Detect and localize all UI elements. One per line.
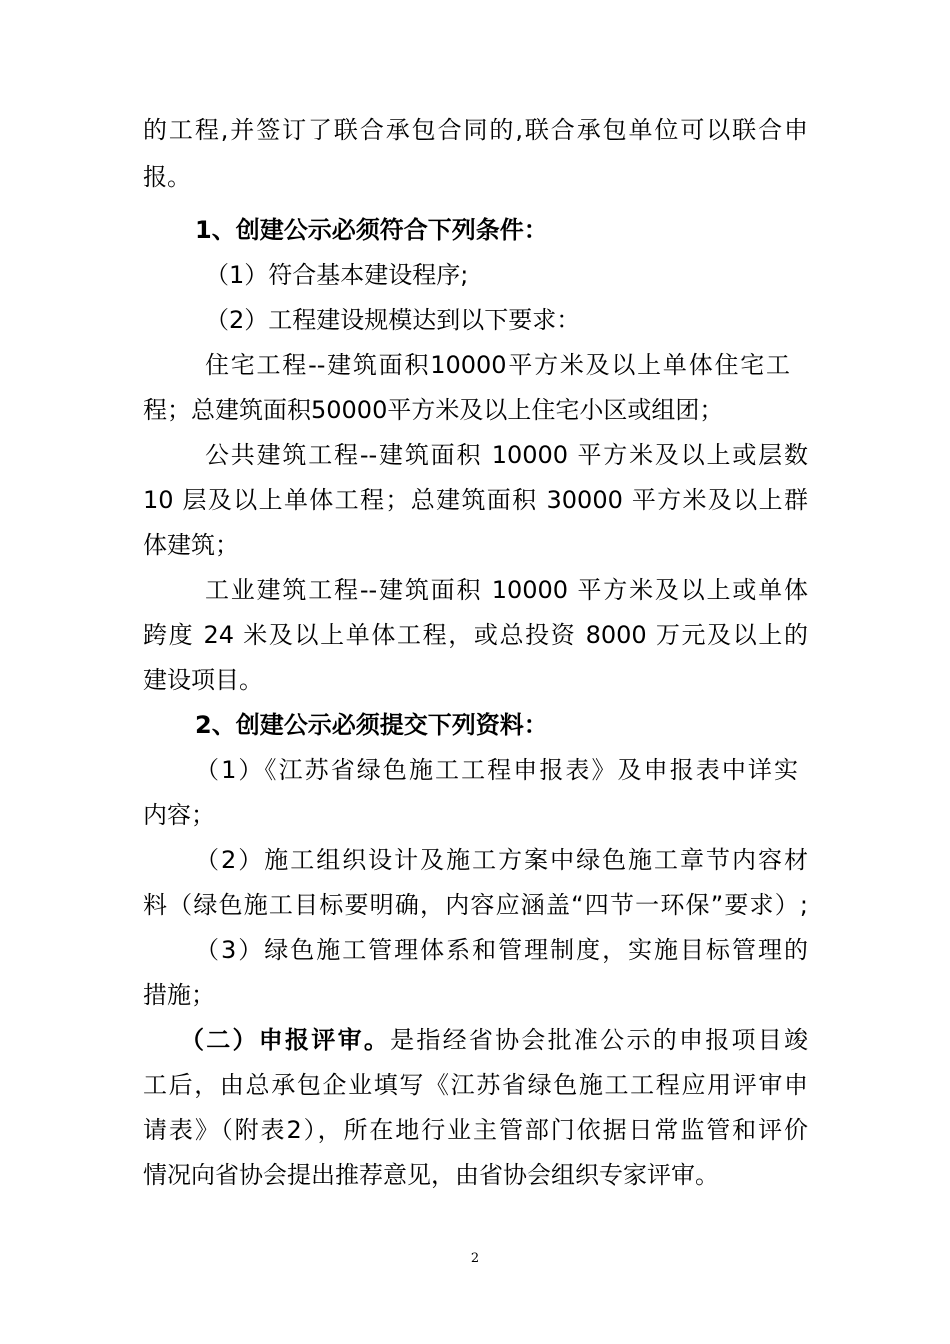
materials-item-2-cont: 料（绿色施工目标要明确，内容应涵盖“四节一环保”要求）; [143, 891, 808, 919]
public-line-1: 公共建筑工程--建筑面积 10000 平方米及以上或层数 [205, 441, 808, 469]
review-paragraph-line-1 [180, 1024, 808, 1056]
review-heading: （二）申报评审。 [180, 1026, 391, 1054]
residential-line-2: 程；总建筑面积50000平方米及以上住宅小区或组团； [143, 396, 724, 424]
review-paragraph-line-4: 情况向省协会提出推荐意见，由省协会组织专家评审。 [143, 1161, 719, 1189]
condition-item-1: （1）符合基本建设程序; [205, 261, 469, 289]
public-line-3: 体建筑； [143, 531, 239, 559]
page-number: 2 [470, 1251, 480, 1266]
industrial-line-3: 建设项目。 [143, 666, 263, 694]
residential-line-1: 住宅工程--建筑面积10000平方米及以上单体住宅工 [205, 351, 790, 379]
industrial-line-1: 工业建筑工程--建筑面积 10000 平方米及以上或单体 [205, 576, 808, 604]
materials-item-3-cont: 措施； [143, 981, 215, 1009]
review-paragraph-line-3: 请表》（附表2），所在地行业主管部门依据日常监管和评价 [143, 1116, 808, 1144]
materials-heading: 2、创建公示必须提交下列资料： [195, 711, 548, 739]
body-line-1: 的工程,并签订了联合承包合同的,联合承包单位可以联合申 [143, 116, 808, 144]
materials-item-1: （1）《江苏省绿色施工工程申报表》及申报表中详实 [195, 756, 798, 784]
body-line-2: 报。 [143, 163, 191, 191]
materials-item-3: （3）绿色施工管理体系和管理制度，实施目标管理的 [195, 936, 808, 964]
review-paragraph-line-2: 工后，由总承包企业填写《江苏省绿色施工工程应用评审申 [143, 1071, 808, 1099]
materials-item-2: （2）施工组织设计及施工方案中绿色施工章节内容材 [195, 846, 808, 874]
materials-item-1-cont: 内容； [143, 801, 215, 829]
condition-item-2: （2）工程建设规模达到以下要求： [205, 306, 581, 334]
industrial-line-2: 跨度 24 米及以上单体工程，或总投资 8000 万元及以上的 [143, 621, 808, 649]
condition-heading: 1、创建公示必须符合下列条件： [195, 216, 548, 244]
public-line-2: 10 层及以上单体工程；总建筑面积 30000 平方米及以上群 [143, 486, 808, 514]
review-text: 是指经省协会批准公示的申报项目竣 [390, 1026, 808, 1054]
